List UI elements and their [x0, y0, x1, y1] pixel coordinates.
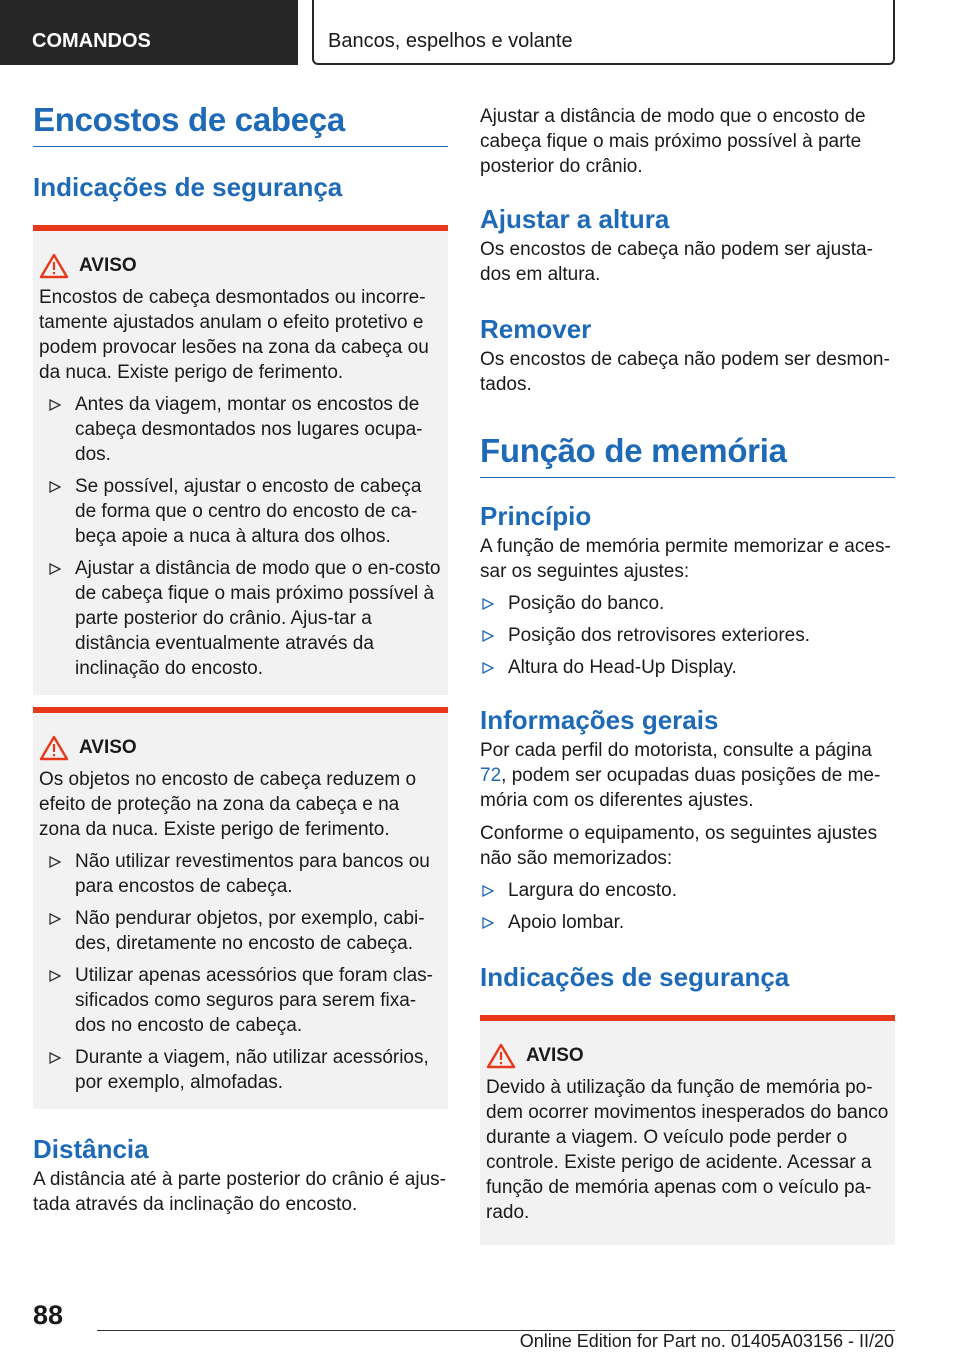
safety-heading-2: Indicações de segurança	[480, 962, 790, 992]
bullet-triangle-icon	[49, 1052, 61, 1064]
list-item	[39, 906, 442, 956]
left-column	[33, 100, 448, 1217]
warning-title	[39, 735, 442, 761]
list-item-text: Apoio lombar.	[508, 912, 625, 933]
right-column	[480, 104, 895, 1245]
list-item-text: Posição do banco.	[508, 593, 665, 614]
general-text	[480, 738, 895, 813]
principle-text: A função de memória permite memorizar e aces-sar os seguintes ajustes:	[480, 536, 891, 582]
list-item-text: Antes da viagem, montar os encostos de cabeça desmontados nos lugares ocupa-dos.	[75, 394, 423, 465]
warning-label: AVISO	[79, 255, 137, 276]
list-item	[39, 849, 442, 899]
principle-list	[480, 591, 895, 680]
warning-text: Os objetos no encosto de cabeça reduzem o efeito de proteção na zona da cabeça e na zona da nuca. Existe perigo de ferimento.	[39, 769, 417, 840]
list-item-text: Não utilizar revestimentos para bancos ou para encostos de cabeça.	[75, 851, 430, 897]
distance-text: A distância até à parte posterior do crânio é ajus-tada através da inclinação do encosto.	[33, 1169, 446, 1215]
list-item	[39, 556, 442, 681]
bullet-triangle-icon	[49, 970, 61, 982]
memory-divider	[480, 477, 895, 478]
general-heading: Informações gerais	[480, 705, 719, 735]
list-item-text: Se possível, ajustar o encosto de cabeça de forma que o centro do encosto de ca-beça apoie a nuca à altura dos olhos.	[75, 476, 422, 547]
list-item-text: Utilizar apenas acessórios que foram clas-sificados como seguros para serem fixa-dos no encosto de cabeça.	[75, 965, 433, 1036]
bullet-triangle-icon	[482, 630, 494, 642]
general-list	[480, 878, 895, 935]
list-item	[39, 392, 442, 467]
warning-triangle-icon	[39, 735, 69, 761]
bullet-triangle-icon	[482, 598, 494, 610]
warning-list	[39, 392, 442, 681]
warning-text: Encostos de cabeça desmontados ou incorre-tamente ajustados anulam o efeito protetivo e podem provocar lesões na zona da cabeça ou da nuca. Existe perigo de ferimento.	[39, 287, 429, 383]
list-item-text: Durante a viagem, não utilizar acessórios, por exemplo, almofadas.	[75, 1047, 429, 1093]
list-item	[480, 591, 895, 616]
chapter-label: Bancos, espelhos e volante	[328, 30, 573, 52]
warning-triangle-icon	[39, 253, 69, 279]
bullet-triangle-icon	[482, 885, 494, 897]
bullet-triangle-icon	[49, 399, 61, 411]
chapter-tab	[312, 0, 895, 65]
principle-heading: Princípio	[480, 501, 592, 531]
title-divider	[33, 146, 448, 147]
warning-box-2	[33, 707, 448, 1109]
bullet-triangle-icon	[482, 662, 494, 674]
list-item	[480, 878, 895, 903]
list-item	[39, 474, 442, 549]
remove-text: Os encostos de cabeça não podem ser desmon-tados.	[480, 349, 890, 395]
warning-label: AVISO	[526, 1045, 584, 1066]
bullet-triangle-icon	[482, 917, 494, 929]
general-text-2: Conforme o equipamento, os seguintes ajustes não são memorizados:	[480, 823, 878, 869]
list-item-text: Ajustar a distância de modo que o en-costo de cabeça fique o mais próximo possível à parte posterior do crânio. Ajus-tar a distância eventualmente através da inclinação do encosto.	[75, 558, 441, 679]
warning-title	[486, 1043, 889, 1069]
bullet-triangle-icon	[49, 481, 61, 493]
bullet-triangle-icon	[49, 563, 61, 575]
warning-label: AVISO	[79, 737, 137, 758]
list-item-text: Posição dos retrovisores exteriores.	[508, 625, 811, 646]
section-label: COMANDOS	[32, 30, 151, 52]
warning-triangle-icon	[486, 1043, 516, 1069]
safety-heading: Indicações de segurança	[33, 172, 343, 202]
list-item	[480, 910, 895, 935]
list-item	[39, 963, 442, 1038]
page-title: Encostos de cabeça	[33, 101, 345, 138]
bullet-triangle-icon	[49, 856, 61, 868]
section-tab	[0, 0, 298, 65]
warning-list	[39, 849, 442, 1095]
list-item	[480, 623, 895, 648]
list-item	[39, 1045, 442, 1095]
list-item-text: Não pendurar objetos, por exemplo, cabi-des, diretamente no encosto de cabeça.	[75, 908, 425, 954]
list-item-text: Altura do Head-Up Display.	[508, 657, 737, 678]
page-reference-link[interactable]: 72	[480, 765, 502, 786]
list-item-text: Largura do encosto.	[508, 880, 678, 901]
warning-box-1	[33, 225, 448, 695]
page-number: 88	[33, 1300, 64, 1330]
list-item	[480, 655, 895, 680]
warning-box-3	[480, 1015, 895, 1245]
warning-title	[39, 253, 442, 279]
edition-note: Online Edition for Part no. 01405A03156 - II/20	[519, 1331, 894, 1351]
general-text-part: Por cada perfil do motorista, consulte a página	[480, 740, 872, 761]
height-heading: Ajustar a altura	[480, 204, 670, 234]
bullet-triangle-icon	[49, 913, 61, 925]
distance-heading: Distância	[33, 1134, 149, 1164]
memory-title: Função de memória	[480, 432, 787, 469]
remove-heading: Remover	[480, 314, 592, 344]
general-text-part: , podem ser ocupadas duas posições de me-mória com os diferentes ajustes.	[480, 765, 881, 811]
intro-text: Ajustar a distância de modo que o encosto de cabeça fique o mais próximo possível à parte posterior do crânio.	[480, 106, 866, 177]
warning-text: Devido à utilização da função de memória po-dem ocorrer movimentos inesperados do banco durante a viagem. O veículo pode perder o controle. Existe perigo de acidente. Acessar a função de memória apenas com o veículo pa-rado.	[486, 1077, 889, 1223]
height-text: Os encostos de cabeça não podem ser ajusta-dos em altura.	[480, 239, 873, 285]
